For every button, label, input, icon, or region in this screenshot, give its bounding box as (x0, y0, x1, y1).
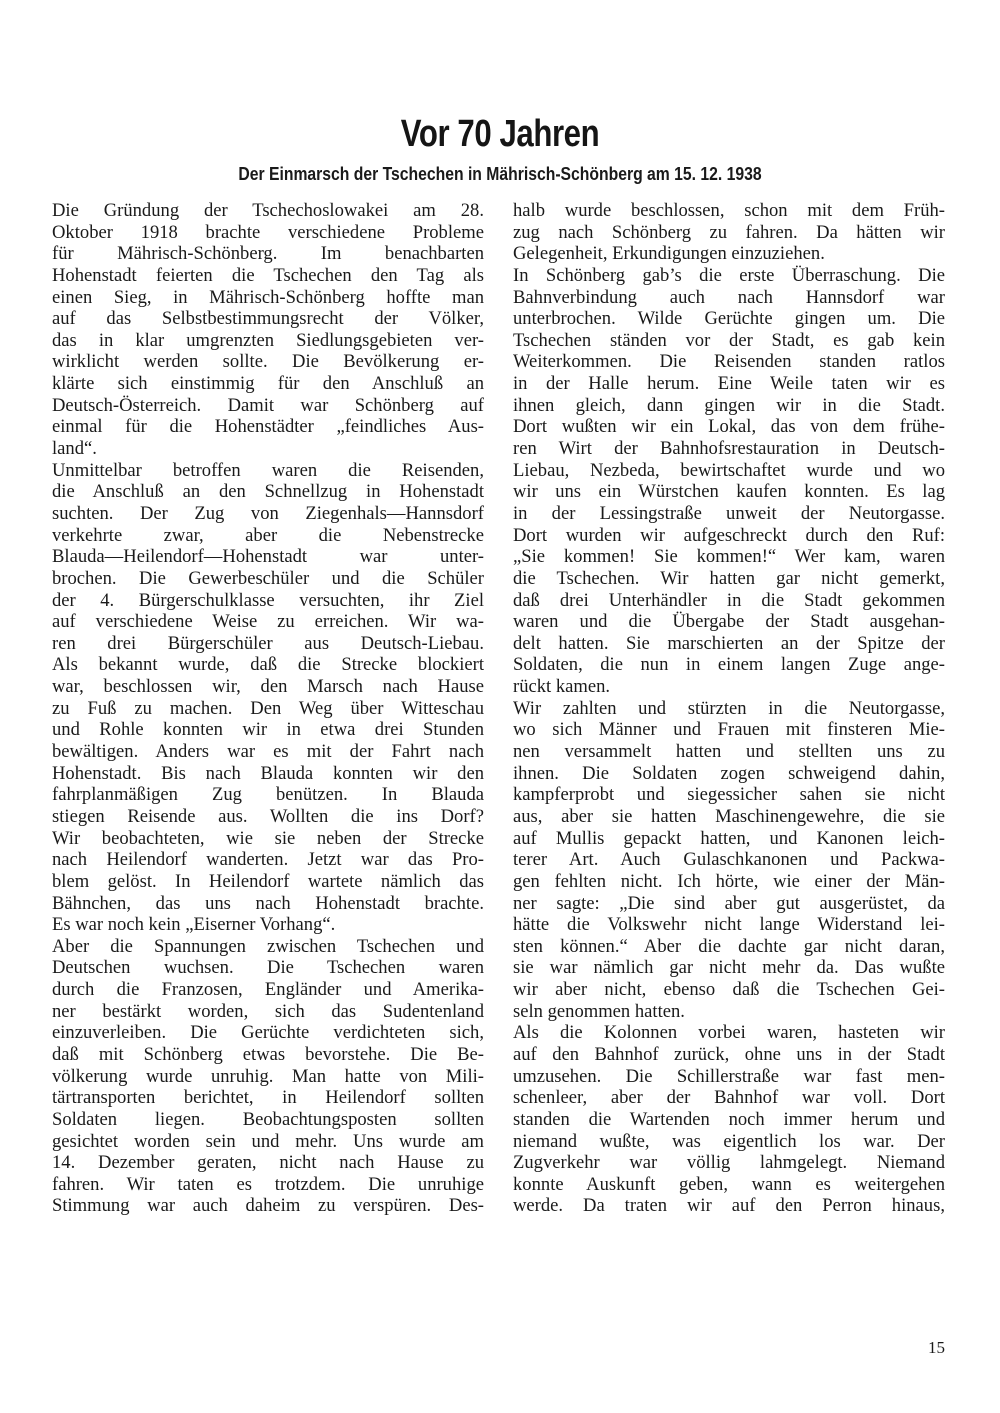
text-line: ner sagte: „Die sind aber gut ausgerüstet, da (513, 892, 945, 914)
text-line: Unmittelbar betroffen waren die Reisenden, (52, 459, 484, 481)
text-line: delt hatten. Sie marschierten an der Spitze der (513, 632, 945, 654)
text-line: seln genommen hatten. (513, 1000, 685, 1022)
text-line: auf verschiedene Weise zu erreichen. Wir wa- (52, 611, 484, 633)
text-line: wir aber nicht, ebenso daß die Tschechen Gei- (513, 979, 945, 1001)
text-column-right (513, 200, 945, 1217)
text-line: auf Mullis gepackt hatten, und Kanonen leich- (513, 827, 945, 849)
text-line: sie war nämlich gar nicht mehr da. Das wußte (513, 957, 945, 979)
text-line: zug nach Schönberg zu fahren. Da hätten wir (513, 221, 945, 243)
text-line: auf das Selbstbestimmungsrecht der Völker, (52, 308, 484, 330)
text-line: Als die Kolonnen vorbei waren, hasteten wir (513, 1022, 945, 1044)
text-line: aus, aber sie hatten Maschinengewehre, die sie (513, 805, 945, 827)
article-subtitle: Der Einmarsch der Tschechen in Mährisch-Schönberg am 15. 12. 1938 (238, 163, 762, 184)
text-line: ren Wirt der Bahnhofsrestauration in Deutsch- (513, 438, 945, 460)
text-line: bewältigen. Anders war es mit der Fahrt nach (52, 741, 484, 763)
text-line: durch die Franzosen, Engländer und Amerika- (52, 979, 484, 1001)
text-line: halb wurde beschlossen, schon mit dem Früh- (513, 200, 945, 221)
text-line: kampferprobt und siegessicher sahen sie nicht (513, 784, 945, 806)
text-line: war, beschlossen wir, den Marsch nach Hause (52, 676, 484, 698)
text-line: die Anschluß an den Schnellzug in Hohenstadt (52, 481, 484, 503)
text-line: Deutsch-Österreich. Damit war Schönberg auf (52, 394, 484, 416)
text-line: der 4. Bürgerschulklasse versuchten, ihr Ziel (52, 589, 484, 611)
text-line: Tschechen ständen vor der Stadt, es gab kein (513, 329, 945, 351)
text-line: sten können.“ Aber die dachte gar nicht daran, (513, 935, 945, 957)
text-line: wirklicht werden sollte. Die Bevölkerung er- (52, 351, 484, 373)
text-line: Gelegenheit, Erkundigungen einzuziehen. (513, 243, 825, 265)
text-line: für Mährisch-Schönberg. Im benachbarten (52, 243, 484, 265)
text-line: hätte die Volkswehr nicht lange Widerstand lei- (513, 914, 945, 936)
text-line: konnte Auskunft geben, wann es weitergehen (513, 1173, 945, 1195)
text-line: in der Halle herum. Eine Weile taten wir es (513, 373, 945, 395)
text-line: umzusehen. Die Schillerstraße war fast men- (513, 1065, 945, 1087)
text-line: suchten. Der Zug von Ziegenhals—Hannsdorf (52, 502, 484, 524)
text-line: gen fehlten nicht. Ich hörte, wie einer der Män- (513, 870, 945, 892)
text-line: Stimmung war auch daheim zu verspüren. Des- (52, 1195, 484, 1217)
text-line: Wir beobachteten, wie sie neben der Strecke (52, 827, 484, 849)
text-line: Hohenstadt. Bis nach Blauda konnten wir den (52, 762, 484, 784)
text-line: Weiterkommen. Die Reisenden standen ratlos (513, 351, 945, 373)
text-line: Soldaten liegen. Beobachtungsposten sollten (52, 1108, 484, 1130)
text-line: einmal für die Hohenstädter „feindliches Aus- (52, 416, 484, 438)
text-line: in der Lessingstraße unweit der Neutorgasse. (513, 502, 945, 524)
text-line: klärte sich einstimmig für den Anschluß an (52, 373, 484, 395)
text-line: fahren. Wir taten es trotzdem. Die unruhige (52, 1173, 484, 1195)
text-line: nach Heilendorf wanderten. Jetzt war das Pro- (52, 849, 484, 871)
text-line: wir uns ein Würstchen kaufen konnten. Es lag (513, 481, 945, 503)
text-line: zu Fuß zu machen. Den Weg über Witteschau (52, 697, 484, 719)
text-line: Als bekannt wurde, daß die Strecke blockiert (52, 654, 484, 676)
text-line: ren drei Bürgerschüler aus Deutsch-Liebau. (52, 632, 484, 654)
text-line: Wir zahlten und stürzten in die Neutorgasse, (513, 697, 945, 719)
text-line: Bähnchen, das uns nach Hohenstadt brachte. (52, 892, 484, 914)
text-line: terer Art. Auch Gulaschkanonen und Packwa- (513, 849, 945, 871)
text-line: nen versammelt hatten und stellten uns zu (513, 741, 945, 763)
text-line: verkehrte zwar, aber die Nebenstrecke (52, 524, 484, 546)
text-line: daß mit Schönberg etwas bevorstehe. Die Be- (52, 1043, 484, 1065)
text-line: Hohenstadt feierten die Tschechen den Tag als (52, 264, 484, 286)
text-line: Dort wurden wir aufgeschreckt durch den Ruf: (513, 524, 945, 546)
text-line: Dort wußten wir ein Lokal, das von dem frühe- (513, 416, 945, 438)
text-line: Bahnverbindung auch nach Hannsdorf war (513, 286, 945, 308)
text-line: und Rohle konnten wir in etwa drei Stunden (52, 719, 484, 741)
text-line: Aber die Spannungen zwischen Tschechen und (52, 935, 484, 957)
text-line: rückt kamen. (513, 676, 611, 698)
text-line: waren und die Übergabe der Stadt ausgehan- (513, 611, 945, 633)
text-line: 14. Dezember geraten, nicht nach Hause zu (52, 1152, 484, 1174)
text-line: werde. Da traten wir auf den Perron hinaus, (513, 1195, 945, 1217)
text-line: unterbrochen. Wilde Gerüchte gingen um. Die (513, 308, 945, 330)
text-line: In Schönberg gab’s die erste Überraschung. Die (513, 264, 945, 286)
text-line: Deutschen wuchsen. Die Tschechen waren (52, 957, 484, 979)
text-line: das in klar umgrenzten Siedlungsgebieten ver- (52, 329, 484, 351)
text-line: einzuverleiben. Die Gerüchte verdichteten sich, (52, 1022, 484, 1044)
text-line: Oktober 1918 brachte verschiedene Probleme (52, 221, 484, 243)
text-line: „Sie kommen! Sie kommen!“ Wer kam, waren (513, 546, 945, 568)
text-line: wo sich Männer und Frauen mit finsteren Mie- (513, 719, 945, 741)
text-line: Liebau, Nezbeda, bewirtschaftet wurde und wo (513, 459, 945, 481)
text-line: Soldaten, die nun in einem langen Zuge ange- (513, 654, 945, 676)
text-column-left (52, 200, 484, 1217)
text-line: daß drei Unterhändler in die Stadt gekommen (513, 589, 945, 611)
text-line: ihnen gleich, dann gingen wir in die Stadt. (513, 394, 945, 416)
text-line: land“. (52, 438, 97, 460)
text-line: Die Gründung der Tschechoslowakei am 28. (52, 200, 484, 221)
text-line: tärtransporten berichtet, in Heilendorf sollten (52, 1087, 484, 1109)
text-line: völkerung wurde unruhig. Man hatte von Mili- (52, 1065, 484, 1087)
text-line: die Tschechen. Wir hatten gar nicht gemerkt, (513, 567, 945, 589)
page-number: 15 (928, 1338, 945, 1357)
text-line: brochen. Die Gewerbeschüler und die Schüler (52, 567, 484, 589)
text-line: auf den Bahnhof zurück, ohne uns in der Stadt (513, 1043, 945, 1065)
text-line: ihnen. Die Soldaten zogen schweigend dahin, (513, 762, 945, 784)
text-line: Blauda—Heilendorf—Hohenstadt war unter- (52, 546, 484, 568)
text-line: schenleer, aber der Bahnhof war voll. Dort (513, 1087, 945, 1109)
text-line: einen Sieg, in Mährisch-Schönberg hoffte man (52, 286, 484, 308)
text-line: blem gelöst. In Heilendorf wartete nämlich das (52, 870, 484, 892)
article-title: Vor 70 Jahren (400, 113, 600, 155)
text-line: stiegen Reisende aus. Wollten die ins Dorf? (52, 805, 484, 827)
text-line: ner bestärkt worden, sich das Sudentenland (52, 1000, 484, 1022)
text-line: standen die Wartenden noch immer herum und (513, 1108, 945, 1130)
text-line: Es war noch kein „Eiserner Vorhang“. (52, 914, 336, 936)
text-line: gesichtet worden sein und mehr. Uns wurde am (52, 1130, 484, 1152)
text-line: Zugverkehr war völlig lahmgelegt. Niemand (513, 1152, 945, 1174)
text-line: fahrplanmäßigen Zug benützen. In Blauda (52, 784, 484, 806)
text-line: niemand wußte, was eigentlich los war. Der (513, 1130, 945, 1152)
